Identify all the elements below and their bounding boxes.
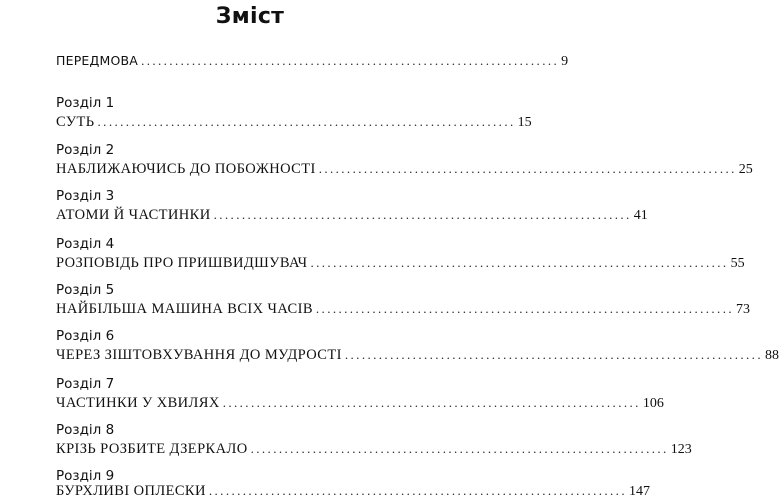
toc-entry-label: НАБЛИЖАЮЧИСЬ ДО ПОБОЖНОСТІ [56,161,316,177]
dot-leader: .......................................................................... [97,114,516,129]
chapter-heading: Розділ 8 [56,422,115,438]
page-title: Зміст [215,4,285,29]
toc-entry [56,255,745,272]
dot-leader: .......................................................................... [318,161,737,176]
dot-leader: .......................................................................... [344,347,763,362]
toc-entry-label: БУРХЛИВІ ОПЛЕСКИ [56,483,206,499]
toc-entry [56,395,664,412]
toc-page-number: 41 [633,208,648,223]
toc-entry-label: ЧЕРЕЗ ЗІШТОВХУВАННЯ ДО МУДРОСТІ [56,347,342,363]
toc-page-number: 88 [764,348,779,363]
toc-page-number: 55 [730,256,745,271]
toc-entry [56,207,648,224]
dot-leader: .......................................................................... [250,441,669,456]
toc-entry [56,347,779,364]
chapter-heading: Розділ 7 [56,376,115,392]
toc-entry [56,161,753,178]
dot-leader: .......................................................................... [208,483,627,498]
chapter-heading: Розділ 9 [56,468,115,484]
dot-leader: .......................................................................... [310,255,729,270]
toc-page-number: 123 [670,442,692,457]
toc-entry-label: АТОМИ Й ЧАСТИНКИ [56,207,211,223]
toc-page-number: 73 [736,302,751,317]
toc-page-number: 9 [561,54,569,69]
toc-entry-label: ЧАСТИНКИ У ХВИЛЯХ [56,395,220,411]
dot-leader: .......................................................................... [213,207,632,222]
toc-entry-label: КРІЗЬ РОЗБИТЕ ДЗЕРКАЛО [56,441,248,457]
toc-page-number: 147 [628,484,650,499]
dot-leader: .......................................................................... [315,301,735,316]
toc-entry-label: РОЗПОВІДЬ ПРО ПРИШВИДШУВАЧ [56,255,308,271]
dot-leader: .......................................................................... [141,53,560,68]
toc-entry [56,114,532,131]
chapter-heading: Розділ 2 [56,142,115,158]
toc-entry-label: НАЙБІЛЬША МАШИНА ВСІХ ЧАСІВ [56,301,313,317]
toc-page-number: 25 [738,162,753,177]
toc-entry [56,301,751,318]
toc-page-number: 15 [517,115,532,130]
chapter-heading: Розділ 3 [56,188,115,204]
chapter-heading: Розділ 4 [56,236,115,252]
toc-entry [56,483,650,500]
chapter-heading: Розділ 1 [56,95,115,111]
toc-entry-preface [56,53,569,70]
toc-entry [56,441,692,458]
toc-entry-label: СУТЬ [56,114,95,130]
chapter-heading: Розділ 5 [56,282,115,298]
dot-leader: .......................................................................... [222,395,641,410]
toc-entry-label: ПЕРЕДМОВА [56,53,139,68]
chapter-heading: Розділ 6 [56,328,115,344]
toc-page-number: 106 [642,396,664,411]
